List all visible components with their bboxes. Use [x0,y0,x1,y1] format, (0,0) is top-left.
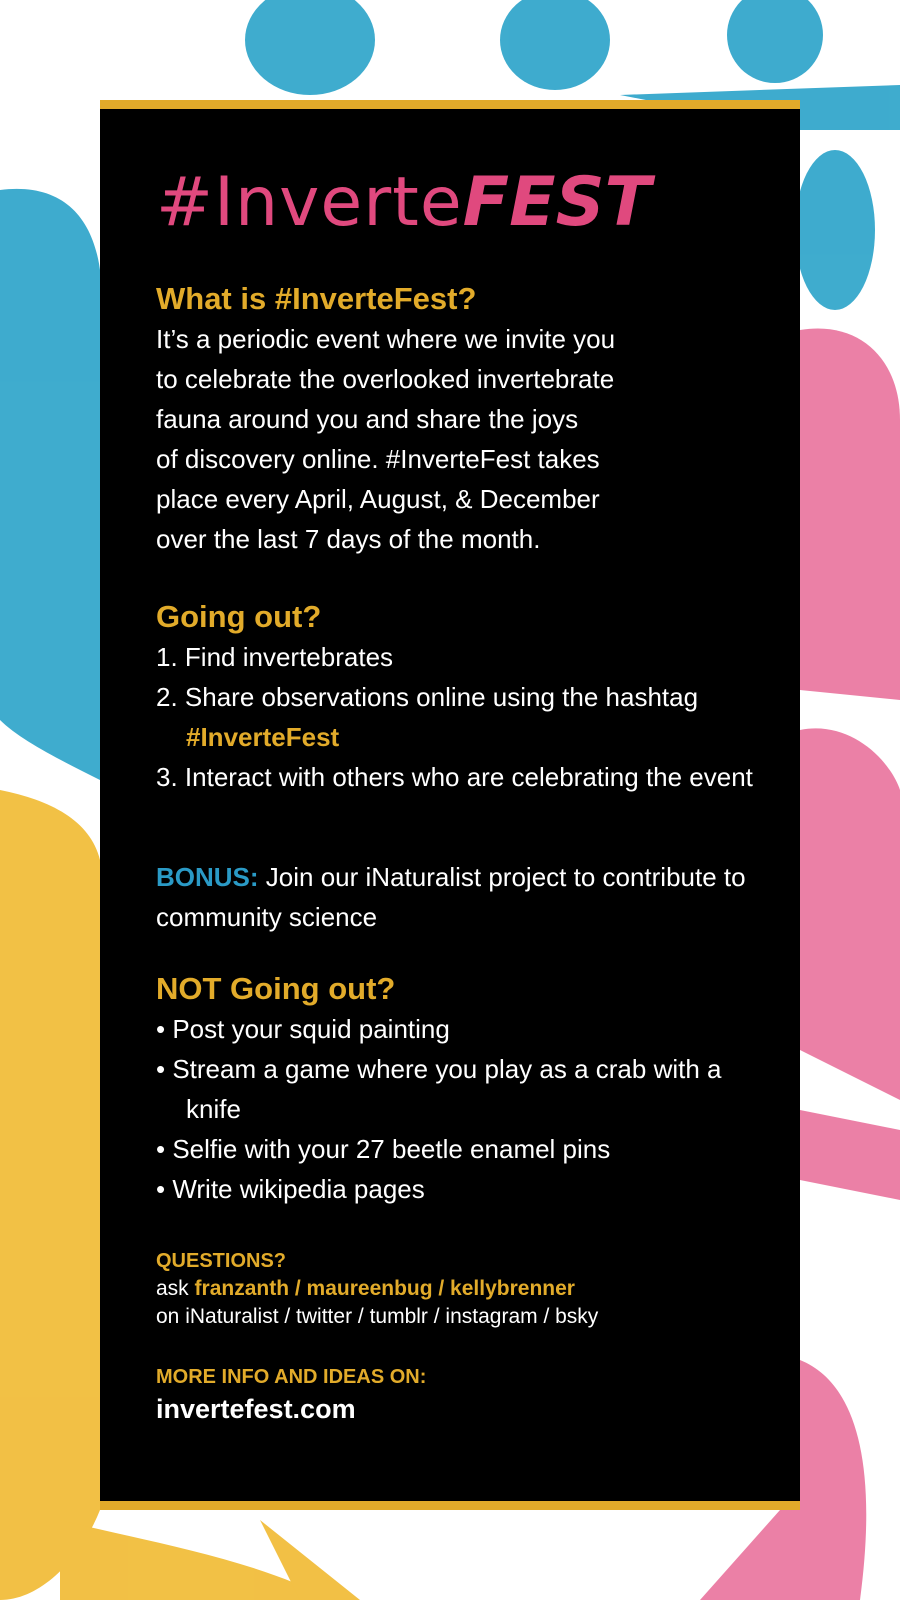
list-item [156,637,756,677]
item-number: 3. [156,762,178,792]
what-line: fauna around you and share the joys [156,404,579,434]
questions-platforms: on iNaturalist / twitter / tumblr / instagram / bsky [156,1305,599,1328]
item-text: Interact with others who are celebrating the event [184,762,753,792]
what-line: It’s a periodic event where we invite you [156,324,616,354]
item-number: 1. [156,642,178,672]
invertefest-logo [156,163,651,242]
item-text: Find invertebrates [184,642,394,672]
not-going-out-list [156,1009,756,1209]
item-text: Write wikipedia pages [172,1174,425,1204]
logo-part-fest: FEST [462,163,651,242]
hashtag: #InverteFest [186,722,340,752]
more-info-section [156,1363,756,1427]
going-out-heading: Going out? [156,599,322,634]
going-out-section [156,597,756,797]
bonus-label: BONUS: [156,862,259,892]
list-item: • Selfie with your 27 beetle enamel pins [156,1134,611,1164]
what-line: over the last 7 days of the month. [156,524,541,554]
what-line: of discovery online. #InverteFest takes [156,444,600,474]
questions-heading: QUESTIONS? [156,1250,287,1272]
bonus-section [156,857,756,937]
not-going-out-section [156,969,756,1209]
item-number: 2. [156,682,178,712]
what-line: to celebrate the overlooked invertebrate [156,364,615,394]
what-description [156,319,756,559]
going-out-list [156,637,756,797]
item-text: Stream a game where you play as a crab with a knife [172,1054,722,1124]
more-info-heading: MORE INFO AND IDEAS ON: [156,1366,427,1388]
logo-part-inverte: #Inverte [156,163,463,242]
list-item [156,757,756,797]
website-link[interactable]: invertefest.com [156,1394,356,1424]
list-item: • Stream a game where you play as a crab with a knife [156,1054,722,1124]
item-text: Share observations online using the hashtag [184,682,699,712]
item-text: Post your squid painting [172,1014,450,1044]
what-line: place every April, August, & December [156,484,600,514]
not-going-out-heading: NOT Going out? [156,971,396,1006]
list-item: • Post your squid painting [156,1014,450,1044]
questions-ask: ask franzanth / maureenbug / kellybrenner [156,1277,575,1300]
bonus-text: Join our iNaturalist project to contribute to community science [156,862,746,932]
contact-handles: franzanth / maureenbug / kellybrenner [194,1277,575,1300]
questions-section [156,1247,756,1331]
item-text: Selfie with your 27 beetle enamel pins [172,1134,611,1164]
info-card [100,100,800,1510]
what-heading: What is #InverteFest? [156,281,477,316]
list-item: • Write wikipedia pages [156,1174,425,1204]
list-item [156,677,756,757]
what-section [156,279,756,559]
